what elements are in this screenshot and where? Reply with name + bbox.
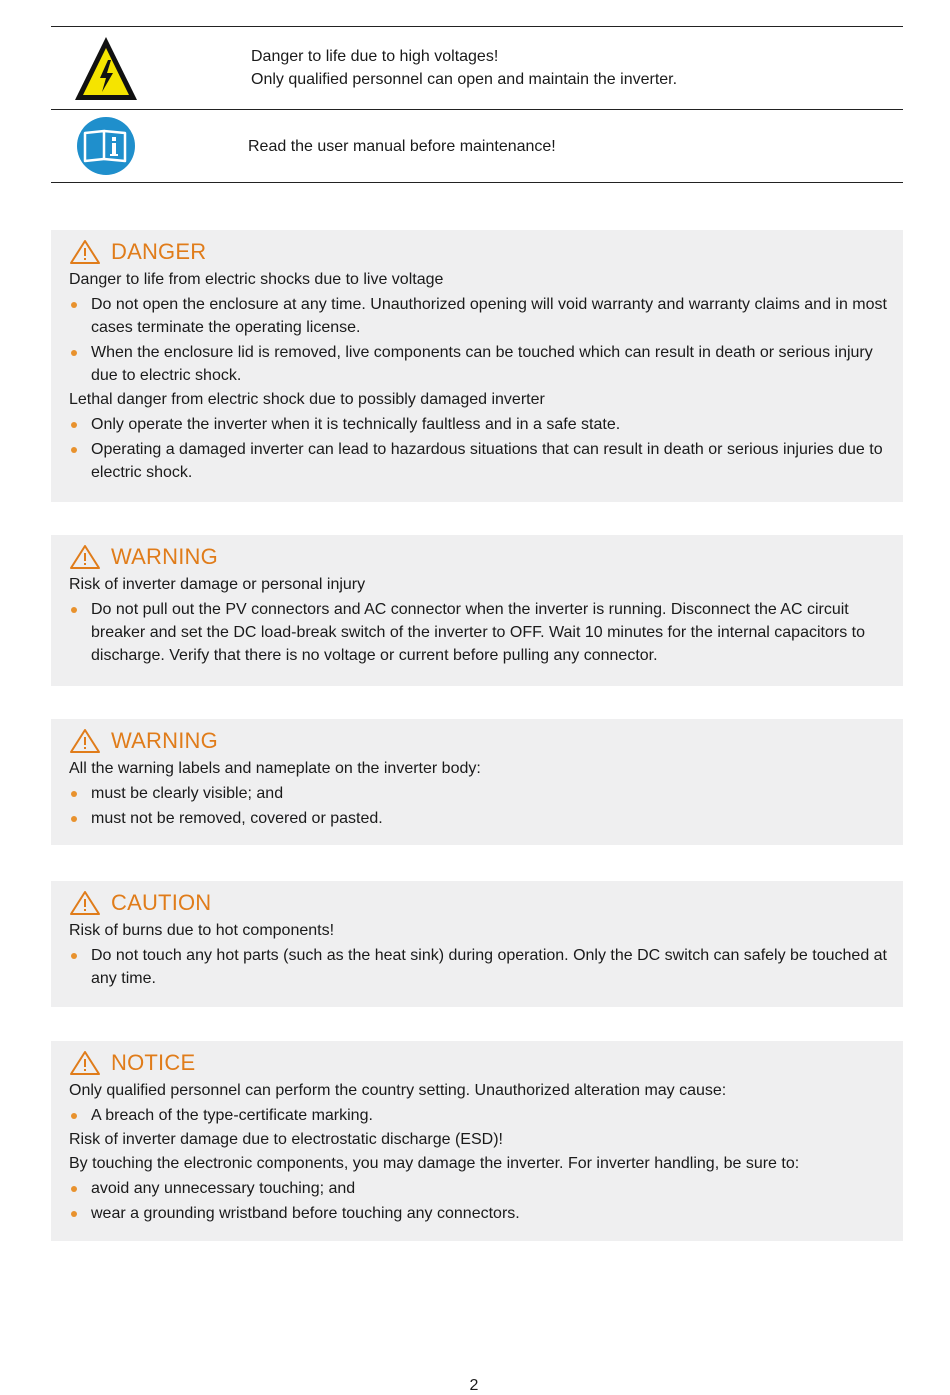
warning-triangle-icon <box>69 728 101 754</box>
symbol-row-read-manual <box>51 109 903 183</box>
symbol-row-high-voltage <box>51 26 903 109</box>
caution-title: CAUTION <box>111 890 212 915</box>
page-number: 2 <box>469 1377 479 1394</box>
read-manual-icon <box>51 116 161 176</box>
list-item: Do not touch any hot parts (such as the heat sink) during operation. Only the DC switch can safely be touched at any time. <box>69 944 899 990</box>
warning-triangle-icon <box>69 890 101 916</box>
symbol-line: Only qualified personnel can open and maintain the inverter. <box>251 71 678 88</box>
warning-bullets <box>69 782 899 830</box>
list-item: must not be removed, covered or pasted. <box>69 807 899 830</box>
list-item: must be clearly visible; and <box>69 782 899 805</box>
warning-box-2 <box>51 719 903 845</box>
notice-bullets-1 <box>69 1104 899 1127</box>
notice-title: NOTICE <box>111 1050 196 1075</box>
warning-title: WARNING <box>111 544 218 569</box>
symbol-line: Read the user manual before maintenance! <box>248 137 556 155</box>
list-item: Only operate the inverter when it is technically faultless and in a safe state. <box>69 413 899 436</box>
notice-box <box>51 1041 903 1241</box>
caution-bullets <box>69 944 899 990</box>
danger-intro-2: Lethal danger from electric shock due to possibly damaged inverter <box>69 391 545 408</box>
notice-intro-3: By touching the electronic components, you may damage the inverter. For inverter handling, be sure to: <box>69 1155 800 1172</box>
caution-intro: Risk of burns due to hot components! <box>69 922 335 939</box>
danger-intro: Danger to life from electric shocks due to live voltage <box>69 271 444 288</box>
warning-triangle-icon <box>69 544 101 570</box>
symbol-table <box>51 26 903 183</box>
danger-box <box>51 230 903 502</box>
warning-intro: All the warning labels and nameplate on the inverter body: <box>69 760 481 777</box>
list-item: Do not open the enclosure at any time. Unauthorized opening will void warranty and warranty claims and in most cases terminate the operating license. <box>69 293 899 339</box>
list-item: avoid any unnecessary touching; and <box>69 1177 899 1200</box>
notice-bullets-2 <box>69 1177 899 1225</box>
caution-box <box>51 881 903 1007</box>
warning-triangle-icon <box>69 239 101 265</box>
high-voltage-warning-icon <box>51 34 161 102</box>
danger-title: DANGER <box>111 239 207 264</box>
warning-triangle-icon <box>69 1050 101 1076</box>
list-item: When the enclosure lid is removed, live components can be touched which can result in death or serious injury due to electric shock. <box>69 341 899 387</box>
list-item: Operating a damaged inverter can lead to hazardous situations that can result in death or serious injuries due to electric shock. <box>69 438 899 484</box>
warning-box-1 <box>51 535 903 686</box>
danger-bullets-2 <box>69 413 899 484</box>
symbol-line: Danger to life due to high voltages! <box>251 48 499 65</box>
notice-intro: Only qualified personnel can perform the country setting. Unauthorized alteration may cause: <box>69 1082 727 1099</box>
warning-intro: Risk of inverter damage or personal injury <box>69 576 366 593</box>
list-item: wear a grounding wristband before touching any connectors. <box>69 1202 899 1225</box>
warning-title: WARNING <box>111 728 218 753</box>
danger-bullets-1 <box>69 293 899 387</box>
list-item: A breach of the type-certificate marking. <box>69 1104 899 1127</box>
notice-intro-2: Risk of inverter damage due to electrostatic discharge (ESD)! <box>69 1131 503 1148</box>
list-item: Do not pull out the PV connectors and AC connector when the inverter is running. Disconnect the AC circuit breaker and set the DC load-break switch of the inverter to OFF. Wait 10 minutes for the internal capacitors to discharge. Verify that there is no voltage or current before pulling any connector. <box>69 598 899 667</box>
symbol-text-high-voltage <box>161 45 677 91</box>
symbol-text-read-manual <box>161 135 556 158</box>
warning-bullets <box>69 598 899 667</box>
